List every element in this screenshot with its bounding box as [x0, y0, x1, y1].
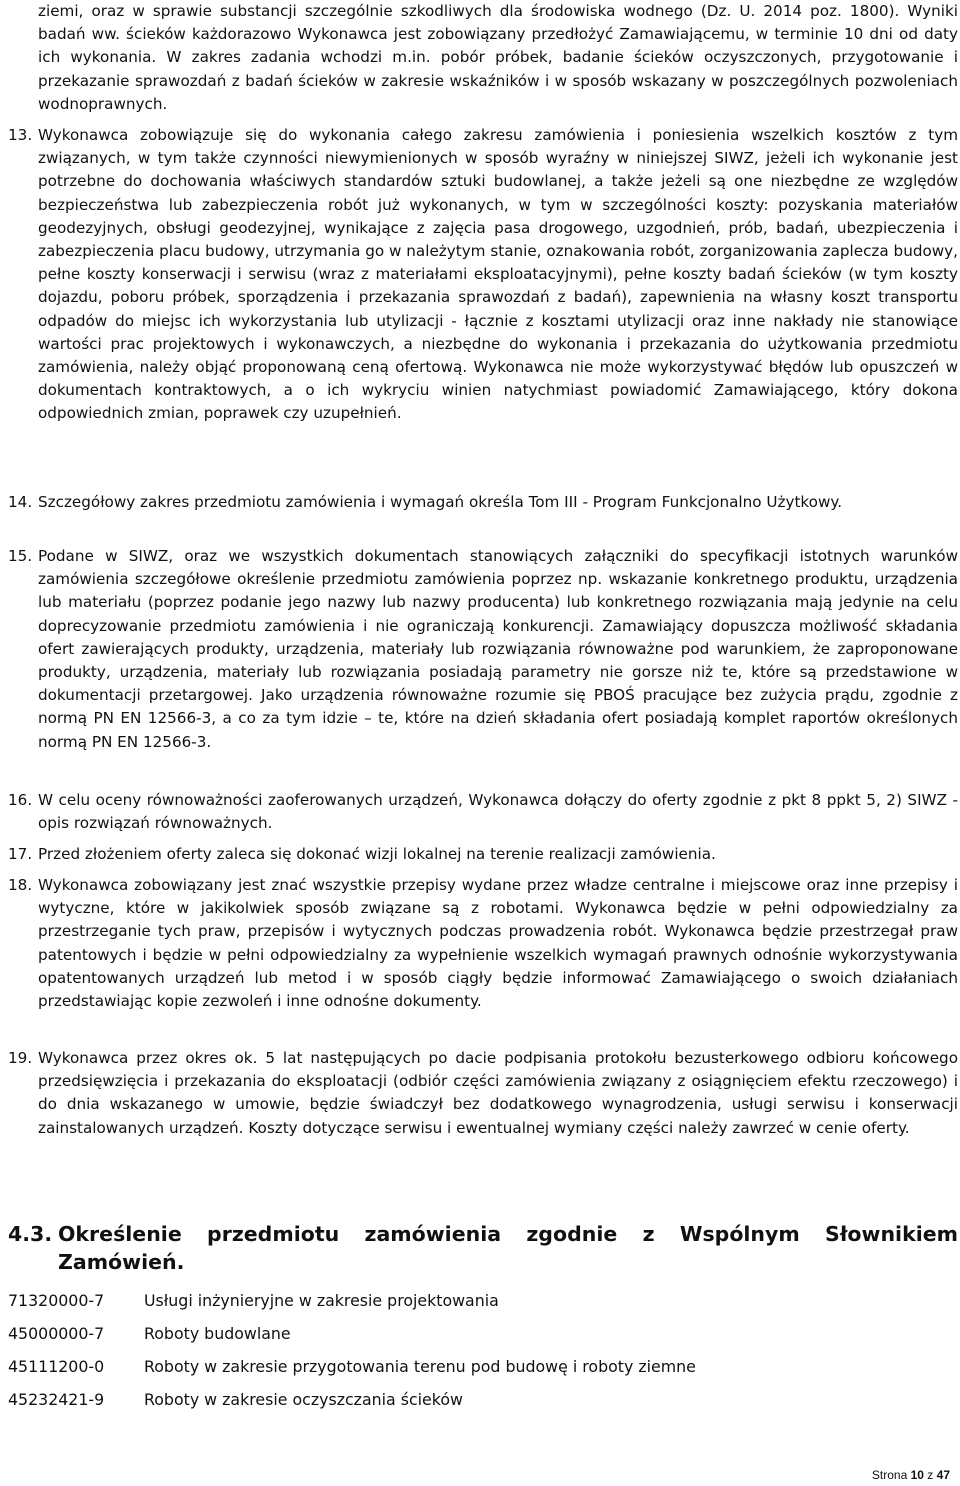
item-text: Wykonawca zobowiązany jest znać wszystkie przepisy wydane przez władze centralne i miejscowe oraz inne przepisy i wytyczne, które w jakikolwiek sposób związane są z robotami. Wykonawca będzie w pełni odpowiedzialny za przestrzeganie tych praw, przepisów i wytycznych podczas prowadzenia robót. Wykonawca będzie przestrzegał praw patentowych i będzie w pełni odpowiedzialny za wypełnienie wszelkich wymagań prawnych odnośnie wykorzystywania opatentowanych urządzeń lub metod i w sposób ciągły będzie informować Zamawiającego o swoich działaniach przedstawiając kopie zezwoleń i inne odnośne dokumenty. — [38, 876, 958, 1011]
footer-total-pages: 47 — [936, 1468, 950, 1482]
cpv-code: 71320000-7 — [8, 1291, 105, 1310]
footer-label: Strona — [871, 1468, 908, 1482]
item-text: Przed złożeniem oferty zaleca się dokonać wizji lokalnej na terenie realizacji zamówienia. — [38, 845, 716, 863]
list-item-16 — [0, 789, 958, 835]
page-footer — [872, 1468, 950, 1482]
item-text: W celu oceny równoważności zaoferowanych urządzeń, Wykonawca dołączy do oferty zgodnie z pkt 8 ppkt 5, 2) SIWZ - opis rozwiązań równoważnych. — [38, 791, 958, 833]
item-text: Szczegółowy zakres przedmiotu zamówienia i wymagań określa Tom III - Program Funkcjonalno Użytkowy. — [38, 493, 843, 511]
cpv-code: 45111200-0 — [8, 1357, 105, 1376]
item-number: 14. — [8, 493, 33, 511]
item-number: 17. — [8, 845, 33, 863]
section-heading — [0, 1220, 958, 1276]
list-item-14 — [0, 491, 958, 514]
cpv-description: Roboty w zakresie oczyszczania ścieków — [144, 1390, 463, 1409]
intro-paragraph: ziemi, oraz w sprawie substancji szczególnie szkodliwych dla środowiska wodnego (Dz. U. 2014 poz. 1800). Wyniki badań ww. ścieków każdorazowo Wykonawca jest zobowiązany przedłożyć Zamawiającemu, w terminie 10 dni od daty ich wykonania. W zakres zadania wchodzi m.in. pobór próbek, badanie ścieków oczyszczonych, przygotowanie i przekazanie sprawozdań z badań ścieków w zakresie wskaźników i w sposób wskazany w poszczególnych pozwoleniach wodnoprawnych. — [38, 2, 958, 113]
cpv-code: 45000000-7 — [8, 1324, 105, 1343]
item-number: 15. — [8, 547, 33, 565]
cpv-description: Roboty w zakresie przygotowania terenu pod budowę i roboty ziemne — [144, 1357, 696, 1376]
list-item-17 — [0, 843, 958, 866]
item-text: Podane w SIWZ, oraz we wszystkich dokumentach stanowiących załączniki do specyfikacji istotnych warunków zamówienia szczegółowe określenie przedmiotu zamówienia poprzez np. wskazanie konkretnego produktu, urządzenia lub materiału (poprzez podanie jego nazwy lub nazwy producenta) lub konkretnego rozwiązania mają jedynie na celu doprecyzowanie przedmiotu zamówienia i nie ograniczają konkurencji. Zamawiający dopuszcza możliwość składania ofert zawierających produkty, urządzenia, materiały lub rozwiązania równoważne pod warunkiem, że zaproponowane produkty, urządzenia, materiały lub rozwiązania posiadają parametry nie gorsze niż te, które są przedstawione w dokumentacji przetargowej. Jako urządzenia równoważne rozumie się PBOŚ pracujące bez zużycia prądu, zgodnie z normą PN EN 12566-3, a co za tym idzie – te, które na dzień składania ofert posiadają komplet raportów określonych normą PN EN 12566-3. — [38, 547, 958, 751]
item-number: 18. — [8, 876, 33, 894]
cpv-code: 45232421-9 — [8, 1390, 105, 1409]
footer-of: z — [927, 1468, 934, 1482]
list-item-18 — [0, 874, 958, 1013]
list-item-19 — [0, 1047, 958, 1140]
footer-page-number: 10 — [910, 1468, 924, 1482]
cpv-description: Usługi inżynieryjne w zakresie projektowania — [144, 1291, 499, 1310]
item-number: 16. — [8, 791, 33, 809]
section-title: Określenie przedmiotu zamówienia zgodnie z Wspólnym Słownikiem Zamówień. — [58, 1222, 958, 1274]
item-text: Wykonawca zobowiązuje się do wykonania całego zakresu zamówienia i poniesienia wszelkich kosztów z tym związanych, w tym także czynności niewymienionych w sposób wyraźny w niniejszej SIWZ, jeżeli ich wykonanie jest potrzebne do dochowania właściwych standardów sztuki budowlanej, a także jeżeli są one niezbędne ze względów bezpieczeństwa lub zabezpieczenia robót już wykonanych, w tym w szczególności koszty: pozyskania materiałów geodezyjnych, obsługi geodezyjnej, wynikające z zajęcia pasa drogowego, uzgodnień, prób, badań, ubezpieczenia i zabezpieczenia placu budowy, utrzymania go w należytym stanie, oznakowania robót, zorganizowania zaplecza budowy, pełne koszty konserwacji i serwisu (wraz z materiałami eksploatacyjnymi), pełne koszty badań ścieków (w tym koszty dojazdu, poboru próbek, sporządzenia i przekazania sprawozdań z badań), zapewnienia na własny koszt transportu odpadów do miejsc ich wykorzystania lub utylizacji - łącznie z kosztami utylizacji oraz inne nakłady nie stanowiące wartości prac projektowych i wykonawczych, a niezbędne do wykonania i przekazania do użytkowania przedmiotu zamówienia, należy objąć proponowaną ceną ofertową. Wykonawca nie może wykorzystywać błędów lub opuszczeń w dokumentach kontraktowych, a o ich wykryciu winien natychmiast powiadomić Zamawiającego, który dokona odpowiednich zmian, poprawek czy uzupełnień. — [38, 126, 958, 423]
list-item-15 — [0, 545, 958, 754]
item-text: Wykonawca przez okres ok. 5 lat następujących po dacie podpisania protokołu bezusterkowego odbioru końcowego przedsięwzięcia i przekazania do eksploatacji (odbiór części zamówienia związany z osiągnięciem efektu rzeczowego) i do dnia wskazanego w umowie, będzie świadczył bez dodatkowego wynagrodzenia, usługi serwisu i konserwacji zainstalowanych urządzeń. Koszty dotyczące serwisu i ewentualnej wymiany części należy zawrzeć w cenie oferty. — [38, 1049, 958, 1137]
item-number: 13. — [8, 126, 33, 144]
item-number: 19. — [8, 1049, 33, 1067]
list-item-13 — [0, 124, 958, 426]
cpv-description: Roboty budowlane — [144, 1324, 291, 1343]
section-number: 4.3. — [8, 1222, 53, 1246]
